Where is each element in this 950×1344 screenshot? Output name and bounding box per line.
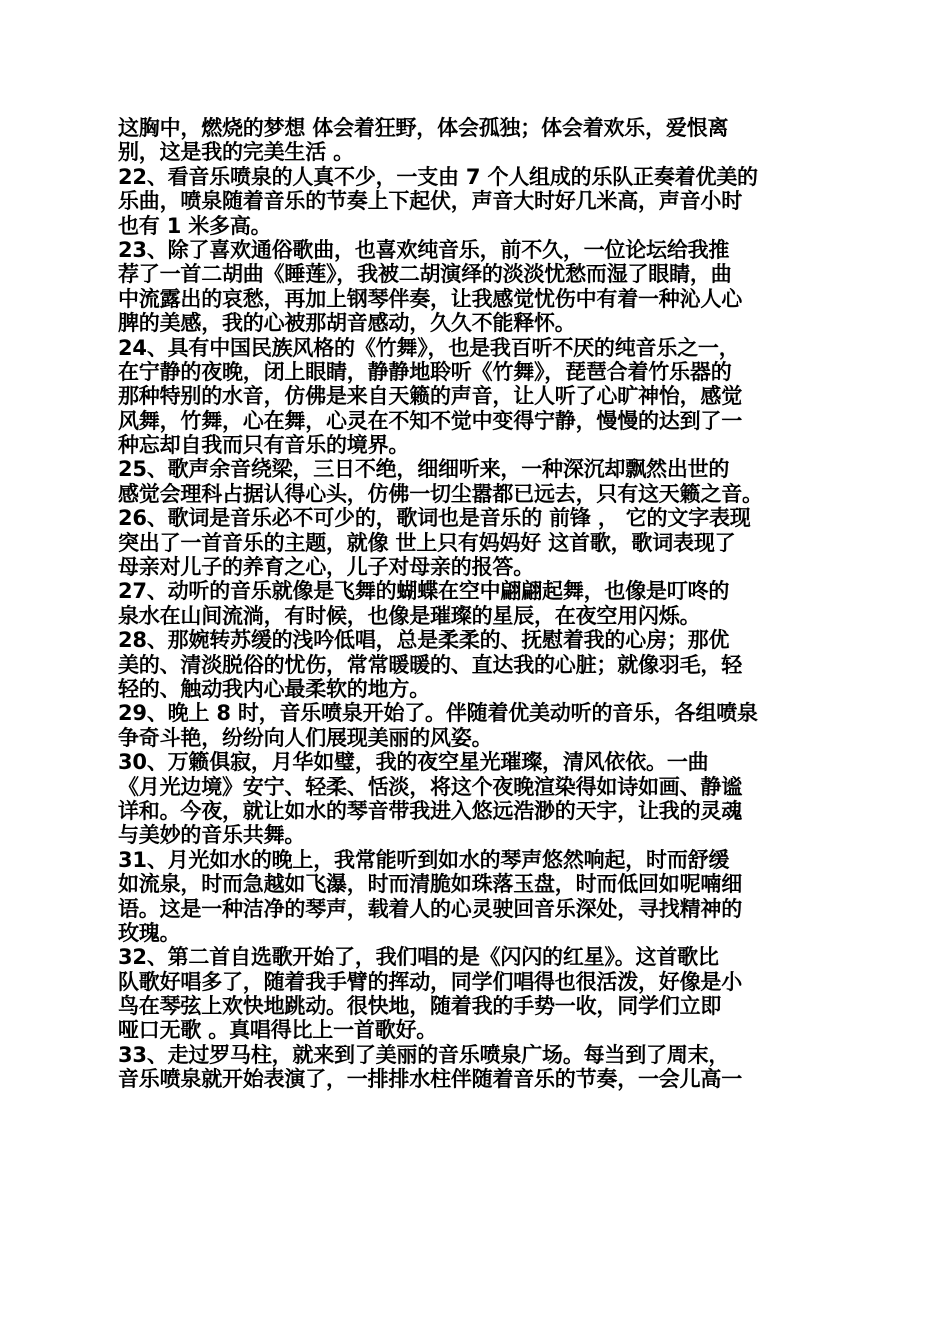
text-line: 在宁静的夜晚，闭上眼睛，静静地聆听《竹舞》，琵琶合着竹乐器的 <box>118 359 732 384</box>
text-line: 母亲对儿子的养育之心，儿子对母亲的报答。 <box>118 555 534 580</box>
text-line: 也有 1 米多高。 <box>118 213 272 238</box>
text-line: 美的、清淡脱俗的忧伤，常常暖暖的、直达我的心脏；就像羽毛，轻 <box>118 652 742 677</box>
text-line: 泉水在山间流淌，有时候，也像是璀璨的星辰，在夜空用闪烁。 <box>118 603 701 628</box>
text-line: 详和。今夜，就让如水的琴音带我进入悠远浩渺的天宇，让我的灵魂 <box>118 798 742 823</box>
text-line: 轻的、触动我内心最柔软的地方。 <box>118 676 430 701</box>
text-line: 种忘却自我而只有音乐的境界。 <box>118 433 410 458</box>
text-line: 31、月光如水的晚上，我常能听到如水的琴声悠然响起，时而舒缓 <box>118 847 730 872</box>
text-line: 音乐喷泉就开始表演了，一排排水柱伴随着音乐的节奏，一会儿高一 <box>118 1067 742 1092</box>
text-line: 鸟在琴弦上欢快地跳动。很快地，随着我的手势一收，同学们立即 <box>118 994 722 1019</box>
text-line: 22、看音乐喷泉的人真不少，一支由 7 个人组成的乐队正奏着优美的 <box>118 164 758 189</box>
text-line: 25、歌声余音绕梁，三日不绝，细细听来，一种深沉却飘然出世的 <box>118 457 730 482</box>
text-line: 中流露出的哀愁，再加上钢琴伴奏，让我感觉忧伤中有着一种沁人心 <box>118 286 742 311</box>
text-line: 23、除了喜欢通俗歌曲，也喜欢纯音乐，前不久，一位论坛给我推 <box>118 237 730 262</box>
text-line: 这胸中，燃烧的梦想 体会着狂野，体会孤独；体会着欢乐，爱恨离 <box>118 116 729 140</box>
text-line: 别，这是我的完美生活 。 <box>118 140 354 165</box>
text-line: 哑口无歌 。真唱得比上一首歌好。 <box>118 1018 438 1043</box>
text-line: 突出了一首音乐的主题，就像 世上只有妈妈好 这首歌，歌词表现了 <box>118 530 736 555</box>
text-line: 29、晚上 8 时，音乐喷泉开始了。伴随着优美动听的音乐，各组喷泉 <box>118 701 758 726</box>
text-line: 30、万籁俱寂，月华如璧，我的夜空星光璀璨，清风依依。一曲 <box>118 750 709 775</box>
text-line: 队歌好唱多了，随着我手臂的挥动，同学们唱得也很活泼，好像是小 <box>118 969 742 994</box>
text-line: 26、歌词是音乐必不可少的，歌词也是音乐的 前锋 ， 它的文字表现 <box>118 506 751 531</box>
text-line: 语。这是一种洁净的琴声，载着人的心灵驶回音乐深处，寻找精神的 <box>118 896 742 921</box>
text-line: 争奇斗艳，纷纷向人们展现美丽的风姿。 <box>118 725 493 750</box>
text-line: 乐曲，喷泉随着音乐的节奏上下起伏，声音大时好几米高，声音小时 <box>118 189 742 214</box>
text-line: 玫瑰。 <box>118 920 181 945</box>
text-line: 感觉会理科占据认得心头，仿佛一切尘嚣都已远去，只有这天籁之音。 <box>118 481 763 506</box>
text-line: 与美妙的音乐共舞。 <box>118 823 306 848</box>
text-line: 《月光边境》安宁、轻柔、恬淡，将这个夜晚渲染得如诗如画、静谧 <box>118 774 742 799</box>
text-line: 33、走过罗马柱，就来到了美丽的音乐喷泉广场。每当到了周末， <box>118 1042 730 1067</box>
text-line: 32、第二首自选歌开始了，我们唱的是《闪闪的红星》。这首歌比 <box>118 945 719 970</box>
text-line: 风舞，竹舞，心在舞，心灵在不知不觉中变得宁静，慢慢的达到了一 <box>118 408 742 433</box>
text-line: 那种特别的水音，仿佛是来自天籁的声音，让人听了心旷神怡，感觉 <box>118 384 742 409</box>
text-line: 28、那婉转苏缓的浅吟低唱，总是柔柔的、抚慰着我的心房；那优 <box>118 628 730 653</box>
text-line: 如流泉，时而急越如飞瀑，时而清脆如珠落玉盘，时而低回如呢喃细 <box>118 872 742 897</box>
text-line: 27、动听的音乐就像是飞舞的蝴蝶在空中翩翩起舞，也像是叮咚的 <box>118 579 730 604</box>
text-line: 脾的美感，我的心被那胡音感动，久久不能释怀。 <box>118 311 576 336</box>
document-body <box>118 116 838 1092</box>
text-line: 荐了一首二胡曲《睡莲》，我被二胡演绎的淡淡忧愁而湿了眼睛，曲 <box>118 262 732 287</box>
text-line: 24、具有中国民族风格的《竹舞》，也是我百听不厌的纯音乐之一， <box>118 335 740 360</box>
